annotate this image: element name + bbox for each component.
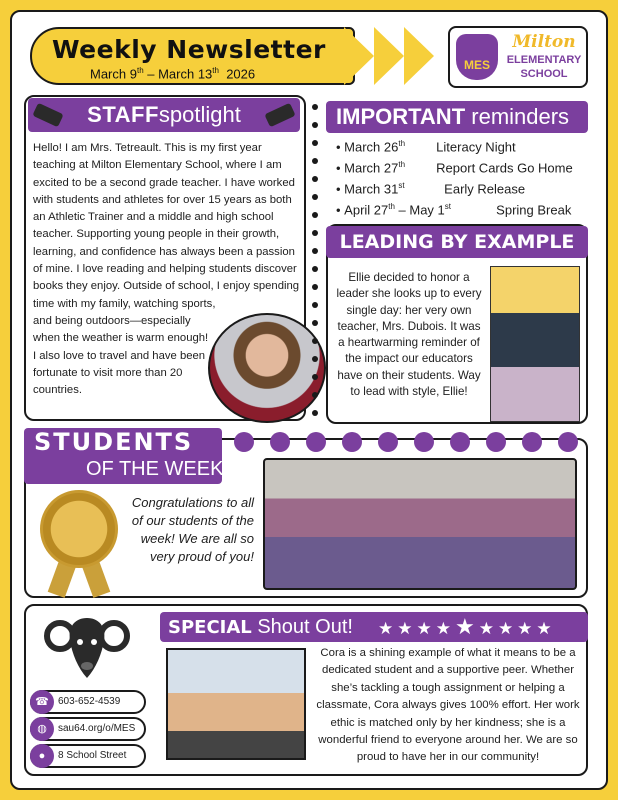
chevron-icon [344,27,374,85]
shoutout-text: Cora is a shining example of what it means to be a dedicated student and a supportive peer. Whether she’s tackling a tough assignment or helping a classmate, Cora always gives 100% effort. Her work ethic is matched only by her kindness; she is a wonderful friend to everyone around her. We are so proud to have her in our community! [316,647,580,764]
students-group-photo [263,458,577,590]
students-subheading: OF THE WEEK [86,458,224,480]
header-dates: March 9th – March 13th 2026 [90,66,256,82]
divider-dot [312,392,318,398]
decor-dot [558,432,578,452]
ram-logo-icon [456,34,498,80]
decor-dot [522,432,542,452]
staff-spotlight-heading: STAFFspotlight [28,98,300,132]
school-logo: MES Milton ELEMENTARY SCHOOL [448,26,588,88]
reminder-item: • March 26th Literacy Night [336,139,516,155]
header-banner [30,27,355,85]
teacher-portrait [208,313,326,423]
divider-dot [312,158,318,164]
location-pin-icon: ● [30,744,54,768]
decor-dot [234,432,254,452]
shoutout-photo [166,648,306,760]
students-text: Congratulations to all of our students of the week! We are all so very proud of you! [131,495,254,564]
decor-dot [414,432,434,452]
divider-dot [312,284,318,290]
ram-mascot-icon [44,610,130,686]
divider-dot [312,302,318,308]
leading-text: Ellie decided to honor a leader she looks up to every single day: her very own teacher, Mrs. Dubois. It was a heartwarming reminder of the impact our educators have on their students. Way to lead with style, Ellie! [336,271,482,399]
divider-dot [312,248,318,254]
chevron-icon [404,27,434,85]
divider-dot [312,320,318,326]
divider-dot [312,230,318,236]
students-heading: STUDENTS [34,428,194,456]
divider-dot [312,140,318,146]
decor-dot [450,432,470,452]
divider-dot [312,176,318,182]
decor-dot [486,432,506,452]
divider-dot [312,122,318,128]
shoutout-heading: SPECIAL Shout Out! [160,612,588,642]
globe-icon: ◍ [30,717,54,741]
decor-dot [270,432,290,452]
decor-dot [306,432,326,452]
leading-heading: LEADING BY EXAMPLE [326,226,588,258]
address-contact: ● 8 School Street [30,744,146,768]
phone-contact[interactable]: ☎ 603-652-4539 [30,690,146,714]
chevron-icon [374,27,404,85]
gold-medal-icon [40,490,118,568]
phone-icon: ☎ [30,690,54,714]
reminder-item: • March 31st Early Release [336,181,526,197]
reminder-item: • April 27th – May 1st Spring Break [336,202,572,218]
reminder-item: • March 27th Report Cards Go Home [336,160,573,176]
divider-dot [312,410,318,416]
staff-text: Hello! I am Mrs. Tetreault. This is my first year teaching at Milton Elementary School, where I am excited to be a second grade teacher. I have worked with students and athletes for over 15 years as both an Athletic Trainer and a middle and high school teacher. Supporting young people in their growth, learning, and confidence has always been a passion of mine. I love reading and helping students discover books they enjoy. Outside of school, I enjoy spending time with my family, watching sports, and being outdoors—especially when the weather is warm enough! I also love to travel and have been fortunate to visit more than 20 countries. [33,142,300,397]
logo-line2: ELEMENTARY [506,54,582,66]
leading-photo [490,266,580,422]
decor-dot [378,432,398,452]
divider-dot [312,212,318,218]
page-title: Weekly Newsletter [52,35,326,64]
stars-icon: ★★★★★★★★★ [378,614,556,639]
logo-line3: SCHOOL [520,68,568,80]
reminders-heading: IMPORTANT reminders [326,101,588,133]
divider-dot [312,338,318,344]
divider-dot [312,356,318,362]
divider-dot [312,104,318,110]
website-link[interactable]: ◍ sau64.org/o/MES [30,717,146,741]
divider-dot [312,374,318,380]
decor-dot [342,432,362,452]
divider-dot [312,266,318,272]
logo-line1: Milton [512,32,576,52]
divider-dot [312,194,318,200]
